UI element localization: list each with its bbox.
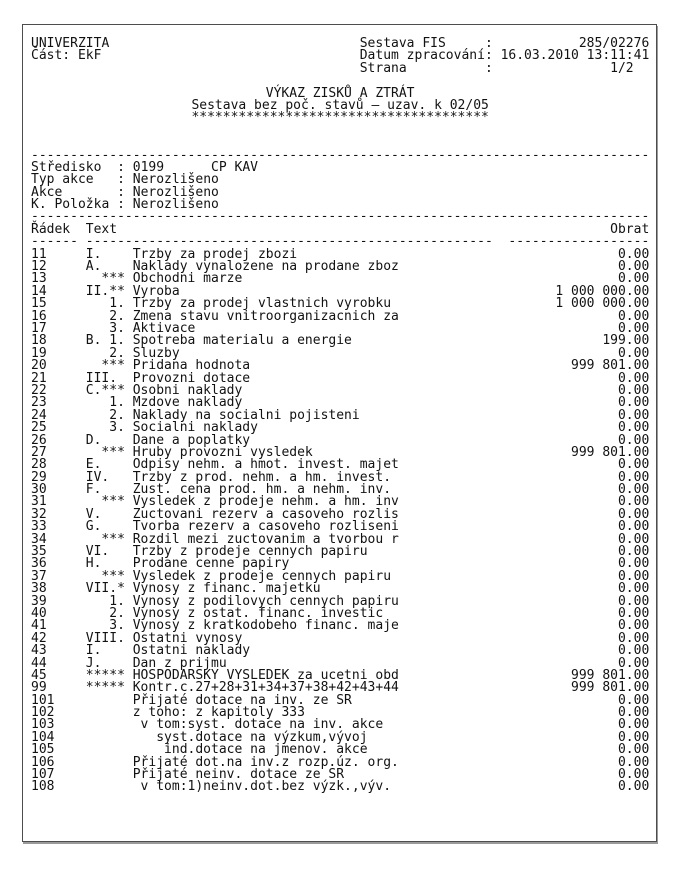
table-row [31,645,649,657]
prefix-cell: III. [85,370,118,386]
header-info-colon: : [484,36,493,51]
text-cell: Aktivace [132,320,196,336]
prefix-cell: 1. [85,395,125,411]
text-cell: Vynosy z ostat. financ. investic [132,605,384,621]
prefix-cell: VI. [85,544,110,560]
text-cell: HOSPODARSKY VYSLEDEK za ucetni obd [132,667,399,683]
radek-cell: 20 [31,358,47,374]
radek-cell: 104 [31,729,55,745]
filter-value: 0199 CP KAV [132,159,258,175]
prefix-cell [86,781,133,793]
radek-cell: 37 [31,568,47,584]
filter-colon: : [109,159,133,175]
obrat-cell: 0.00 [617,345,650,361]
header-left-text: UNIVERZITA [31,36,110,51]
filter-value: Nerozlišeno [132,172,219,188]
stars-line [31,112,649,124]
page-title-text: VÝKAZ ZISKŮ A ZTRÁT [265,85,415,101]
text-cell: Zuctovani rezerv a casoveho rozlis [132,506,399,522]
radek-cell: 13 [31,271,47,287]
prefix-cell: *** [85,531,125,547]
filter-label: Středisko [31,159,102,175]
radek-cell: 34 [31,531,47,547]
radek-cell: 106 [31,754,55,770]
radek-cell: 31 [31,494,47,510]
prefix-cell: *** [85,568,125,584]
text-cell: Naklady vynalozene na prodane zboz [132,259,399,275]
text-cell: Rozdil mezi zuctovanim a tvorbou r [132,531,399,547]
filter-colon: : [109,184,133,200]
obrat-cell: 0.00 [617,407,650,423]
obrat-cell: 0.00 [617,630,650,646]
obrat-cell: 0.00 [617,581,650,597]
radek-cell: 32 [31,506,47,522]
prefix-cell: B. 1. [85,333,125,349]
prefix-cell [86,769,133,781]
text-cell: Prodane cenne papiry [132,556,290,572]
radek-cell: 21 [31,370,47,386]
radek-cell: 43 [31,643,47,659]
prefix-cell [86,744,133,756]
text-cell: Pridana hodnota [132,358,251,374]
obrat-cell: 0.00 [617,655,650,671]
obrat-cell: 0.00 [617,382,650,398]
radek-cell: 103 [31,717,55,733]
report-page [22,24,657,842]
filter-value: Nerozlišeno [132,184,219,200]
text-cell: Kontr.c.27+28+31+34+37+38+42+43+44 [132,680,399,696]
prefix-cell: *** [85,271,125,287]
obrat-cell: 0.00 [617,420,650,436]
prefix-cell: 2. [85,605,125,621]
text-cell: Ostatni vynosy [132,630,243,646]
prefix-cell: 3. [85,320,125,336]
text-cell: Naklady na socialni pojisteni [132,407,360,423]
header-line [31,60,650,76]
table-row [31,546,649,558]
prefix-cell: C.*** [85,382,125,398]
radek-cell: 14 [31,283,47,299]
text-cell: z toho: z kapitoly 333 [132,705,305,721]
radek-cell: 39 [31,593,47,609]
radek-cell: 26 [31,432,47,448]
obrat-cell: 0.00 [617,494,650,510]
radek-cell: 36 [31,556,47,572]
text-cell: Dane a poplatky [132,432,251,448]
text-cell: Vynosy z podilovych cennych papiru [132,593,399,609]
radek-cell: 15 [31,296,47,312]
prefix-cell: 2. [85,345,125,361]
filter-colon: : [109,172,133,188]
prefix-cell: I. [85,246,102,262]
prefix-cell: 2. [85,308,125,324]
prefix-cell [86,757,133,769]
header-info-label: Sestava FIS [359,36,446,51]
text-cell: Zust. cena prod. hm. a nehm. inv. [132,482,392,498]
text-cell: Provozni dotace [132,370,251,386]
obrat-cell: 199.00 [602,333,650,349]
prefix-cell: V. [85,506,102,522]
obrat-cell: 0.00 [617,717,650,733]
filter-label: Akce [31,184,63,200]
obrat-cell: 0.00 [617,593,650,609]
text-cell: Hruby provozni vysledek [132,444,313,460]
text-cell: Ostatni naklady [132,643,251,659]
prefix-cell [86,719,133,731]
table-column-separator: ------ ---------------------------------------------------- ------------------ [31,234,650,250]
obrat-cell: 0.00 [617,308,650,324]
obrat-cell: 0.00 [617,692,650,708]
obrat-cell: 0.00 [617,568,650,584]
text-cell: Trzby z prodeje cennych papiru [132,544,368,560]
prefix-cell: G. [85,519,102,535]
text-cell: Sluzby [132,345,180,361]
obrat-cell: 0.00 [617,469,650,485]
obrat-cell: 0.00 [617,482,650,498]
prefix-cell [86,695,133,707]
table-row [31,422,649,434]
stars-text: ************************************** [191,110,489,126]
obrat-cell: 0.00 [617,705,650,721]
prefix-cell: ***** [85,667,125,683]
text-cell: v tom:syst. dotace na inv. akce [132,717,384,733]
text-cell: Vyroba [132,283,180,299]
radek-cell: 102 [31,705,55,721]
header-left-text: Část: EkF [31,48,102,64]
header-info-value: 1/2 [610,60,650,76]
obrat-cell: 0.00 [617,531,650,547]
obrat-cell: 999 801.00 [571,680,650,696]
radek-cell: 41 [31,618,47,634]
prefix-cell: IV. [85,469,110,485]
radek-cell: 24 [31,407,47,423]
table-row [31,360,649,372]
obrat-cell: 1 000 000.00 [555,283,650,299]
prefix-cell: 3. [85,420,125,436]
obrat-cell: 0.00 [617,544,650,560]
prefix-cell: *** [85,444,125,460]
obrat-cell: 0.00 [617,457,650,473]
header-info-colon: : [484,48,493,64]
prefix-cell: J. [85,655,102,671]
text-cell: Socialni naklady [132,420,258,436]
text-cell: Odpisy nehm. a hmot. invest. majet [132,457,399,473]
radek-cell: 29 [31,469,47,485]
column-header-text: Text [85,221,118,237]
radek-cell: 99 [31,680,47,696]
text-cell: Vysledek z prodeje cennych papiru [132,568,392,584]
prefix-cell: H. [85,556,102,572]
text-cell: Vynosy z kratkodobeho financ. maje [132,618,399,634]
column-header-obrat: Obrat [610,221,650,237]
radek-cell: 101 [31,692,55,708]
obrat-cell: 999 801.00 [571,444,650,460]
prefix-cell: II.** [85,283,125,299]
radek-cell: 42 [31,630,47,646]
obrat-cell: 0.00 [617,271,650,287]
text-cell: Spotreba materialu a energie [132,333,352,349]
radek-cell: 44 [31,655,47,671]
prefix-cell: VII.* [85,581,125,597]
text-cell: Tvorba rezerv a casoveho rozliseni [132,519,399,535]
prefix-cell: VIII. [85,630,125,646]
prefix-cell: 3. [85,618,125,634]
separator-line: ------------------------------------------------------------------------------- [31,209,650,225]
text-cell: Přijaté dot.na inv.z rozp.úz. org. [132,754,399,770]
radek-cell: 45 [31,667,47,683]
obrat-cell: 0.00 [617,519,650,535]
text-cell: ind.dotace na jmenov. akce [132,742,368,758]
radek-cell: 30 [31,482,47,498]
radek-cell: 23 [31,395,47,411]
radek-cell: 16 [31,308,47,324]
radek-cell: 107 [31,767,55,783]
text-cell: Mzdove naklady [132,395,243,411]
header-line [31,50,649,62]
prefix-cell: ***** [85,680,125,696]
text-cell: Osobni naklady [132,382,243,398]
prefix-cell: 2. [85,407,125,423]
text-cell: Vysledek z prodeje nehm. a hm. inv [132,494,399,510]
radek-cell: 108 [31,779,55,795]
header-info-value: 16.03.2010 13:11:41 [500,48,650,64]
text-cell: Trzby za prodej zbozi [132,246,298,262]
obrat-cell: 0.00 [617,246,650,262]
text-cell: Přijaté dotace na inv. ze SR [132,692,352,708]
radek-cell: 38 [31,581,47,597]
prefix-cell [86,732,133,744]
filter-colon: : [109,197,133,213]
obrat-cell: 0.00 [617,643,650,659]
obrat-cell: 0.00 [617,779,650,795]
text-cell: syst.dotace na výzkum,vývoj [132,729,368,745]
prefix-cell: D. [85,432,102,448]
radek-cell: 40 [31,605,47,621]
obrat-cell: 0.00 [617,506,650,522]
prefix-cell: 1. [85,593,125,609]
text-cell: Dan z prijmu [132,655,227,671]
table-row [31,781,649,793]
table-row [31,692,650,708]
prefix-cell: A. [85,259,102,275]
radek-cell: 17 [31,320,47,336]
radek-cell: 105 [31,742,55,758]
obrat-cell: 0.00 [617,729,650,745]
filter-value: Nerozlišeno [132,197,219,213]
obrat-cell: 0.00 [617,395,650,411]
obrat-cell: 999 801.00 [571,358,650,374]
radek-cell: 27 [31,444,47,460]
text-cell: Trzby z prod. nehm. a hm. invest. [132,469,392,485]
obrat-cell: 0.00 [617,605,650,621]
prefix-cell: F. [85,482,102,498]
obrat-cell: 0.00 [617,370,650,386]
header-left-text [31,63,360,75]
radek-cell: 18 [31,333,47,349]
obrat-cell: 1 000 000.00 [555,296,650,312]
blank-line [31,125,649,137]
header-info-value: 285/02276 [578,36,650,51]
obrat-cell: 0.00 [617,754,650,770]
text-cell: Zmena stavu vnitroorganizacnich za [132,308,399,324]
obrat-cell: 0.00 [617,556,650,572]
text-cell: v tom:1)neinv.dot.bez výzk.,výv. [132,779,392,795]
header-info-label: Datum zpracování [359,48,485,64]
radek-cell: 22 [31,382,47,398]
obrat-cell: 0.00 [617,259,650,275]
prefix-cell: *** [85,358,125,374]
obrat-cell: 0.00 [617,618,650,634]
prefix-cell [86,707,133,719]
obrat-cell: 0.00 [617,432,650,448]
prefix-cell: *** [85,494,125,510]
obrat-cell: 999 801.00 [571,667,650,683]
radek-cell: 28 [31,457,47,473]
text-cell: Obchodni marze [132,271,243,287]
table-row [31,630,650,646]
radek-cell: 19 [31,345,47,361]
report-document [31,38,649,794]
filter-label: Typ akce [31,172,94,188]
radek-cell: 11 [31,246,47,262]
text-cell: Trzby za prodej vlastnich vyrobku [132,296,392,312]
prefix-cell: I. [85,643,102,659]
text-cell: Vynosy z financ. majetku [132,581,321,597]
column-header-radek: Řádek [31,221,71,237]
prefix-cell: 1. [85,296,125,312]
obrat-cell: 0.00 [617,320,650,336]
radek-cell: 33 [31,519,47,535]
separator-line: ------------------------------------------------------------------------------- [31,147,650,163]
filter-label: K. Položka [31,197,110,213]
radek-cell: 12 [31,259,47,275]
radek-cell: 35 [31,544,47,560]
page-subtitle-text: Sestava bez poč. stavů – uzav. k 02/05 [191,97,489,113]
radek-cell: 25 [31,420,47,436]
text-cell: Přijaté neinv. dotace ze SR [132,767,345,783]
obrat-cell: 0.00 [617,742,650,758]
obrat-cell: 0.00 [617,767,650,783]
header-info-label: Strana [359,60,407,76]
header-info-colon: : [484,60,493,76]
prefix-cell: E. [85,457,102,473]
